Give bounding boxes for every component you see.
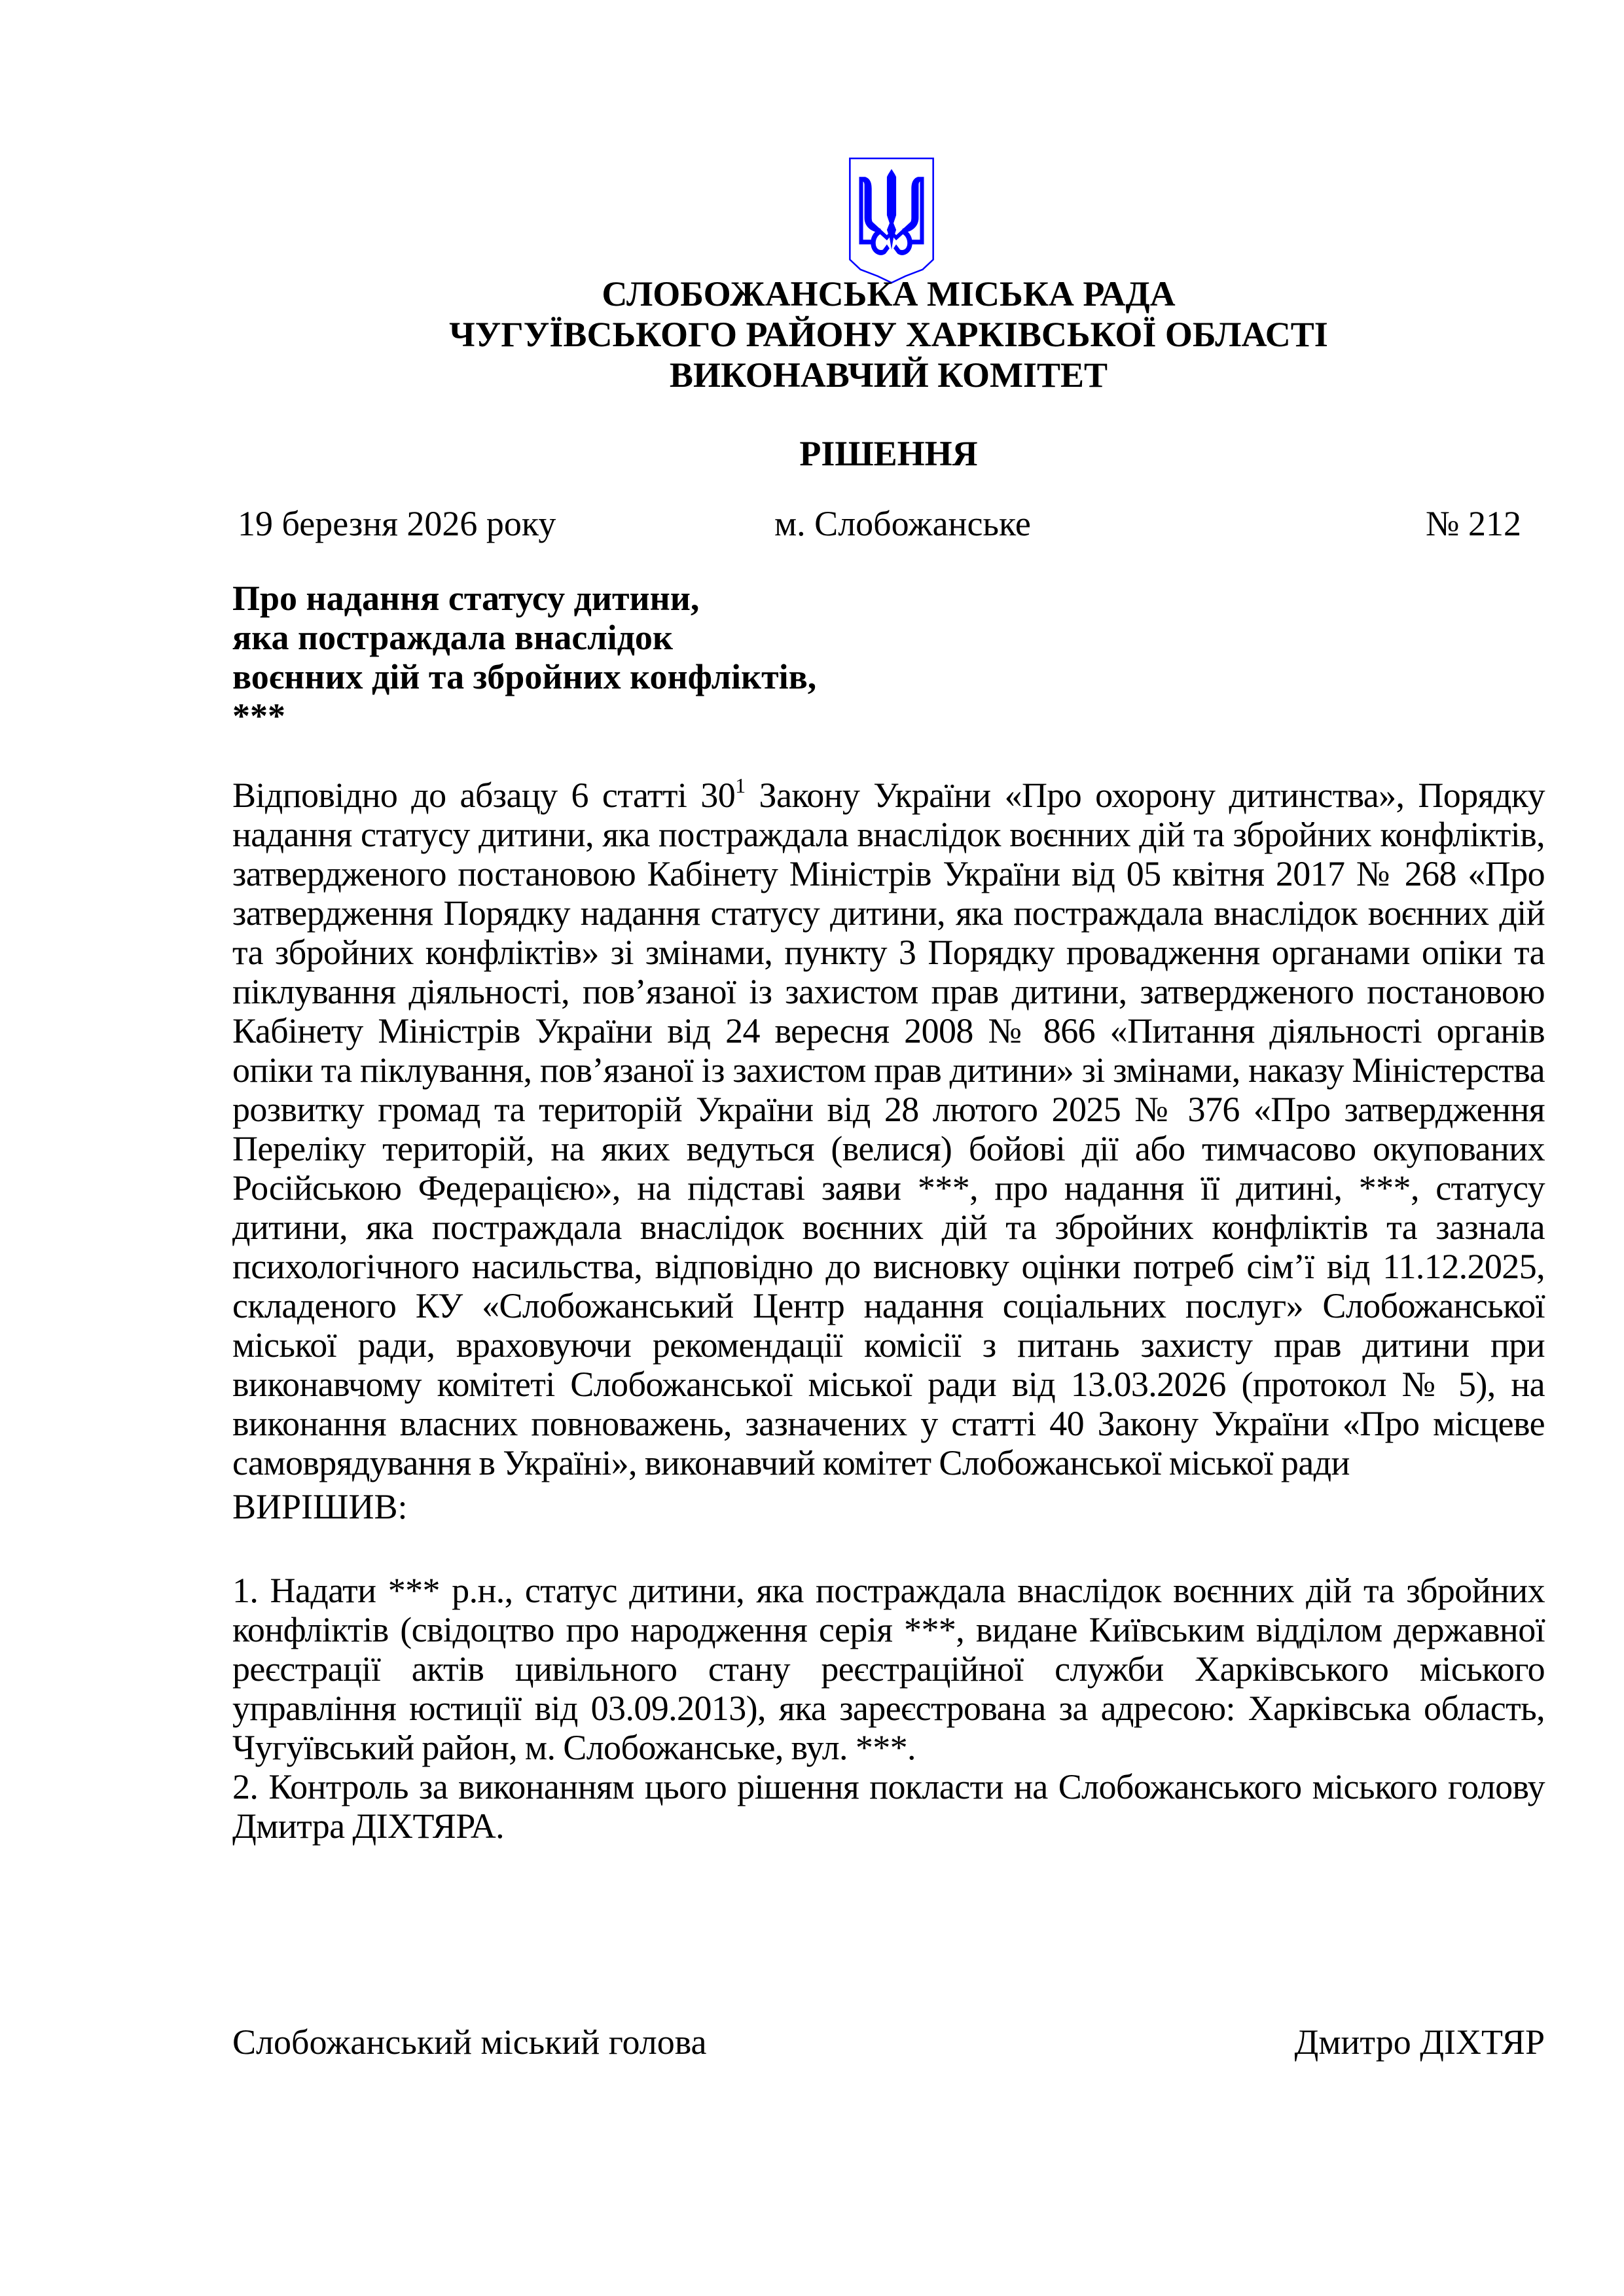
header-executive-committee: ВИКОНАВЧИЙ КОМІТЕТ bbox=[669, 355, 1108, 395]
document-date: 19 березня 2026 року bbox=[238, 504, 556, 543]
document-subject bbox=[232, 579, 1018, 736]
resolution-items bbox=[232, 1571, 1545, 1846]
document-number: № 212 bbox=[1425, 504, 1521, 543]
preamble-text-rest: Закону України «Про охорону дитинства», Порядку надання статусу дитини, яка постраждала внаслідок воєнних дій та збройних конфліктів, затвердженого постановою Кабінету Міністрів України від 05 квітня 2017 № 268 «Про затвердження Порядку надання статусу дитини, яка постраждала внаслідок воєнних дій та збройних конфліктів» зі змінами, пункту 3 Порядку провадження органами опіки та піклування діяльності, пов’язаної із захистом прав дитини, затвердженого постановою Кабінету Міністрів України від 24 вересня 2008 № 866 «Питання діяльності органів опіки та піклування, пов’язаної із захистом прав дитини» зі змінами, наказу Міністерства розвитку громад та територій України від 28 лютого 2025 № 376 «Про затвердження Переліку територій, на яких ведуться (велися) бойові дії або тимчасово окупованих Російською Федерацією», на підставі заяви ***, про надання її дитині, ***, статусу дитини, яка постраждала внаслідок воєнних дій та збройних конфліктів та зазнала психологічного насильства, відповідно до висновку оцінки потреб сім’ї від 11.12.2025, складеного КУ «Слобожанський Центр надання соціальних послуг» Слобожанської міської ради, враховуючи рекомендації комісії з питань захисту прав дитини при виконавчому комітеті Слобожанської міської ради від 13.03.2026 (протокол № 5), на виконання власних повноважень, зазначених у статті 40 Закону України «Про місцеве самоврядування в Україні», виконавчий комітет Слобожанської міської ради bbox=[232, 776, 1545, 1482]
document-place: м. Слобожанське bbox=[774, 504, 1031, 543]
document-type-title: РІШЕННЯ bbox=[799, 434, 978, 473]
signatory-position: Слобожанський міський голова bbox=[232, 2022, 707, 2062]
document-meta-line bbox=[232, 504, 1545, 543]
organization-header bbox=[232, 274, 1545, 395]
coat-of-arms-icon bbox=[848, 157, 935, 284]
resolution-item: 2. Контроль за виконанням цього рішення покласти на Слобожанського міського голову Дмитра ДІХТЯРА. bbox=[232, 1767, 1545, 1846]
subject-line: *** bbox=[232, 696, 285, 736]
subject-line: яка постраждала внаслідок bbox=[232, 618, 674, 657]
header-council-name: СЛОБОЖАНСЬКА МІСЬКА РАДА bbox=[602, 274, 1176, 314]
header-district-region: ЧУГУЇВСЬКОГО РАЙОНУ ХАРКІВСЬКОЇ ОБЛАСТІ bbox=[449, 315, 1328, 354]
subject-line: воєнних дій та збройних конфліктів, bbox=[232, 657, 817, 696]
resolution-item: 1. Надати *** р.н., статус дитини, яка постраждала внаслідок воєнних дій та збройних конфліктів (свідоцтво про народження серія ***, видане Київським відділом державної реєстрації актів цивільного стану реєстраційної служби Харківського міського управління юстиції від 03.09.2013), яка зареєстрована за адресою: Харківська область, Чугуївський район, м. Слобожанське, вул. ***. bbox=[232, 1571, 1545, 1767]
signature-block bbox=[232, 2022, 1545, 2062]
preamble-text-start: Відповідно до абзацу 6 статті 30 bbox=[232, 776, 736, 815]
signatory-name: Дмитро ДІХТЯР bbox=[1294, 2022, 1545, 2062]
preamble-paragraph bbox=[232, 776, 1545, 1482]
resolution-heading: ВИРІШИВ: bbox=[232, 1487, 408, 1526]
subject-line: Про надання статусу дитини, bbox=[232, 579, 700, 618]
article-superscript: 1 bbox=[735, 774, 746, 797]
